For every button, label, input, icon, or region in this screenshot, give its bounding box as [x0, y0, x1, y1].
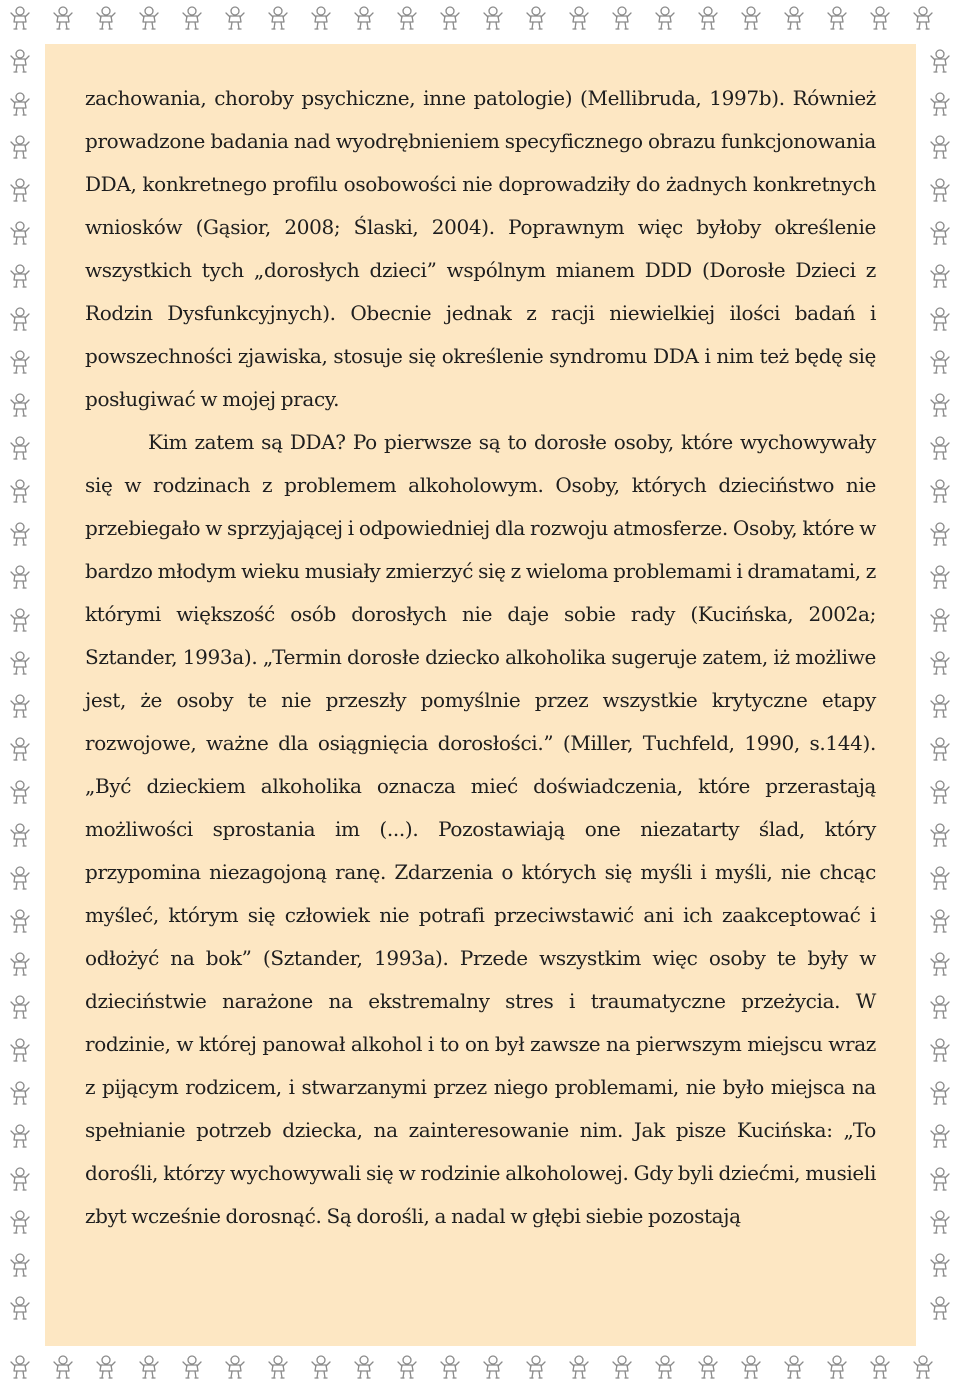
child-figure-icon — [931, 695, 949, 717]
child-figure-icon — [11, 953, 29, 975]
child-figure-icon — [742, 1356, 760, 1378]
child-figure-icon — [931, 1211, 949, 1233]
child-figure-icon — [11, 738, 29, 760]
child-figure-icon — [828, 1356, 846, 1378]
child-figure-icon — [931, 910, 949, 932]
child-figure-icon — [931, 308, 949, 330]
child-figure-icon — [931, 652, 949, 674]
child-figure-icon — [11, 7, 29, 29]
child-figure-icon — [931, 566, 949, 588]
child-figure-icon — [11, 394, 29, 416]
child-figure-icon — [441, 1356, 459, 1378]
child-figure-icon — [914, 7, 932, 29]
child-figure-icon — [97, 7, 115, 29]
child-figure-icon — [11, 867, 29, 889]
child-figure-icon — [11, 1297, 29, 1319]
child-figure-icon — [931, 93, 949, 115]
child-figure-icon — [54, 7, 72, 29]
child-figure-icon — [11, 1168, 29, 1190]
child-figure-icon — [11, 523, 29, 545]
child-figure-icon — [11, 566, 29, 588]
child-figure-icon — [11, 695, 29, 717]
child-figure-icon — [11, 652, 29, 674]
child-figure-icon — [183, 1356, 201, 1378]
child-figure-icon — [699, 7, 717, 29]
child-figure-icon — [931, 1082, 949, 1104]
child-figure-icon — [871, 1356, 889, 1378]
child-figure-icon — [931, 136, 949, 158]
child-figure-icon — [931, 996, 949, 1018]
child-figure-icon — [828, 7, 846, 29]
child-figure-icon — [613, 7, 631, 29]
child-figure-icon — [355, 7, 373, 29]
child-figure-icon — [785, 1356, 803, 1378]
child-figure-icon — [11, 351, 29, 373]
body-text — [85, 77, 876, 1238]
child-figure-icon — [140, 1356, 158, 1378]
child-figure-icon — [11, 609, 29, 631]
child-figure-icon — [11, 996, 29, 1018]
child-figure-icon — [269, 1356, 287, 1378]
child-figure-icon — [931, 953, 949, 975]
child-figure-icon — [11, 1356, 29, 1378]
child-figure-icon — [11, 781, 29, 803]
child-figure-icon — [871, 7, 889, 29]
child-figure-icon — [931, 50, 949, 72]
child-figure-icon — [11, 222, 29, 244]
child-figure-icon — [656, 7, 674, 29]
child-figure-icon — [931, 179, 949, 201]
child-figure-icon — [398, 7, 416, 29]
child-figure-icon — [11, 1254, 29, 1276]
child-figure-icon — [931, 1168, 949, 1190]
child-figure-icon — [914, 1356, 932, 1378]
child-figure-icon — [11, 824, 29, 846]
paragraph-2: Kim zatem są DDA? Po pierwsze są to dorosłe osoby, które wychowywały się w rodzinach z problemem alkoholowym. Osoby, których dzieciństwo nie przebiegało w sprzyjającej i odpowiedniej dla rozwoju atmosferze. Osoby, które w bardzo młodym wieku musiały zmierzyć się z wieloma problemami i dramatami, z którymi większość osób dorosłych nie daje sobie rady (Kucińska, 2002a; Sztander, 1993a). „Termin dorosłe dziecko alkoholika sugeruje zatem, iż możliwe jest, że osoby te nie przeszły pomyślnie przez wszystkie krytyczne etapy rozwojowe, ważne dla osiągnięcia dorosłości.” (Miller, Tuchfeld, 1990, s.144). „Być dzieckiem alkoholika oznacza mieć doświadczenia, które przerastają możliwości sprostania im (...). Pozostawiają one niezatarty ślad, który przypomina niezagojoną ranę. Zdarzenia o których się myśli i myśli, nie chcąc myśleć, którym się człowiek nie potrafi przeciwstawić ani ich zaakceptować i odłożyć na bok” (Sztander, 1993a). Przede wszystkim więc osoby te były w dzieciństwie narażone na ekstremalny stres i traumatyczne przeżycia. W rodzinie, w której panował alkohol i to on był zawsze na pierwszym miejscu wraz z pijącym rodzicem, i stwarzanymi przez niego problemami, nie było miejsca na spełnianie potrzeb dziecka, na zainteresowanie nim. Jak pisze Kucińska: „To dorośli, którzy wychowywali się w rodzinie alkoholowej. Gdy byli dziećmi, musieli zbyt wcześnie dorosnąć. Są dorośli, a nadal w głębi siebie pozostają — [85, 430, 876, 1228]
child-figure-icon — [931, 523, 949, 545]
child-figure-icon — [226, 1356, 244, 1378]
child-figure-icon — [484, 1356, 502, 1378]
child-figure-icon — [54, 1356, 72, 1378]
child-figure-icon — [484, 7, 502, 29]
child-figure-icon — [140, 7, 158, 29]
child-figure-icon — [312, 1356, 330, 1378]
child-figure-icon — [11, 265, 29, 287]
child-figure-icon — [931, 265, 949, 287]
child-figure-icon — [11, 910, 29, 932]
child-figure-icon — [11, 1211, 29, 1233]
child-figure-icon — [931, 480, 949, 502]
child-figure-icon — [11, 480, 29, 502]
child-figure-icon — [527, 7, 545, 29]
child-figure-icon — [441, 7, 459, 29]
child-figure-icon — [931, 609, 949, 631]
paragraph-1: zachowania, choroby psychiczne, inne patologie) (Mellibruda, 1997b). Również prowadzone badania nad wyodrębnieniem specyficznego obrazu funkcjonowania DDA, konkretnego profilu osobowości nie doprowadziły do żadnych konkretnych wniosków (Gąsior, 2008; Ślaski, 2004). Poprawnym więc byłoby określenie wszystkich tych „dorosłych dzieci” wspólnym mianem DDD (Dorosłe Dzieci z Rodzin Dysfunkcyjnych). Obecnie jednak z racji niewielkiej ilości badań i powszechności zjawiska, stosuje się określenie syndromu DDA i nim też będę się posługiwać w mojej pracy. — [85, 86, 876, 411]
child-figure-icon — [11, 308, 29, 330]
child-figure-icon — [613, 1356, 631, 1378]
child-figure-icon — [11, 50, 29, 72]
child-figure-icon — [527, 1356, 545, 1378]
child-figure-icon — [931, 738, 949, 760]
child-figure-icon — [931, 1125, 949, 1147]
child-figure-icon — [931, 1297, 949, 1319]
child-figure-icon — [931, 351, 949, 373]
child-figure-icon — [183, 7, 201, 29]
child-figure-icon — [931, 437, 949, 459]
child-figure-icon — [11, 437, 29, 459]
child-figure-icon — [312, 7, 330, 29]
child-figure-icon — [699, 1356, 717, 1378]
child-figure-icon — [11, 179, 29, 201]
child-figure-icon — [931, 222, 949, 244]
child-figure-icon — [656, 1356, 674, 1378]
child-figure-icon — [269, 7, 287, 29]
child-figure-icon — [931, 394, 949, 416]
child-figure-icon — [11, 136, 29, 158]
child-figure-icon — [11, 1125, 29, 1147]
child-figure-icon — [398, 1356, 416, 1378]
child-figure-icon — [931, 1254, 949, 1276]
child-figure-icon — [931, 1039, 949, 1061]
child-figure-icon — [742, 7, 760, 29]
child-figure-icon — [355, 1356, 373, 1378]
child-figure-icon — [226, 7, 244, 29]
child-figure-icon — [570, 7, 588, 29]
child-figure-icon — [931, 867, 949, 889]
child-figure-icon — [931, 781, 949, 803]
child-figure-icon — [11, 1082, 29, 1104]
child-figure-icon — [11, 1039, 29, 1061]
child-figure-icon — [11, 93, 29, 115]
child-figure-icon — [931, 824, 949, 846]
child-figure-icon — [785, 7, 803, 29]
child-figure-icon — [570, 1356, 588, 1378]
child-figure-icon — [97, 1356, 115, 1378]
document-page — [45, 44, 916, 1346]
